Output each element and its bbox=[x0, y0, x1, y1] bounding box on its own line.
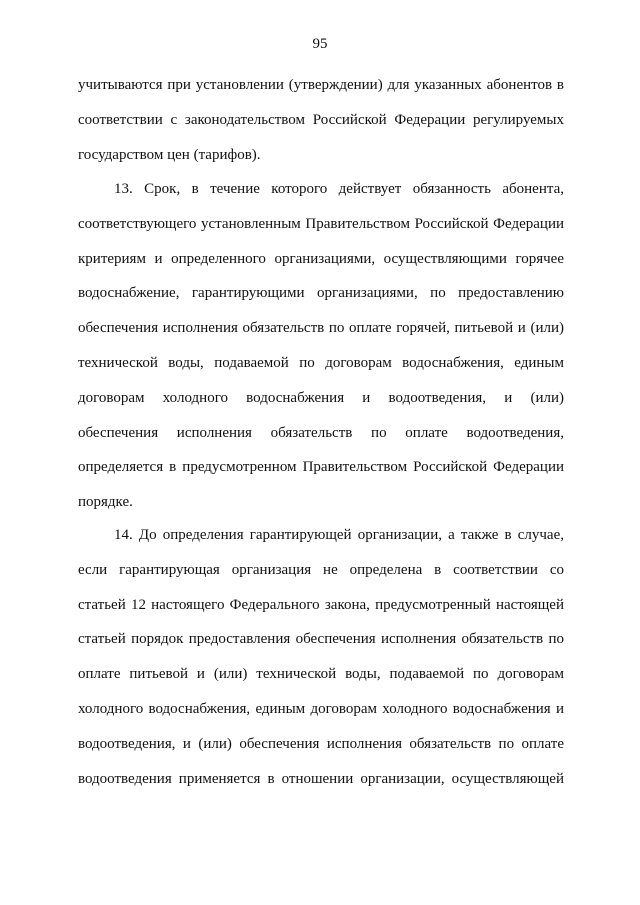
text-line: определяется в предусмотренном Правительством Российской Федерации bbox=[78, 459, 564, 476]
text-line: обеспечения исполнения обязательств по оплате водоотведения, bbox=[78, 424, 564, 441]
text-line: водоотведения, и (или) обеспечения исполнения обязательств по оплате bbox=[78, 735, 564, 752]
text-line: обеспечения исполнения обязательств по оплате горячей, питьевой и (или) bbox=[78, 320, 564, 337]
text-line: водоснабжение, гарантирующими организациями, по предоставлению bbox=[78, 285, 564, 302]
text-line: 13. Срок, в течение которого действует обязанность абонента, bbox=[114, 181, 564, 197]
text-line: статьей порядок предоставления обеспечения исполнения обязательств по bbox=[78, 631, 564, 648]
text-line: статьей 12 настоящего Федерального закона, предусмотренный настоящей bbox=[78, 596, 564, 613]
paragraph-14 bbox=[78, 518, 564, 796]
text-line: учитываются при установлении (утверждении) для указанных абонентов в bbox=[78, 77, 564, 93]
paragraph-13 bbox=[78, 172, 564, 520]
page-number: 95 bbox=[312, 36, 328, 52]
text-line: соответствующего установленным Правительством Российской Федерации bbox=[78, 215, 564, 232]
text-line: водоотведения применяется в отношении организации, осуществляющей bbox=[78, 770, 564, 787]
text-line: критериям и определенного организациями, осуществляющими горячее bbox=[78, 250, 564, 267]
paragraph-continuation bbox=[78, 68, 564, 172]
text-line: договорам холодного водоснабжения и водоотведения, и (или) bbox=[78, 389, 564, 406]
text-line: если гарантирующая организация не определена в соответствии со bbox=[78, 561, 564, 578]
text-line: технической воды, подаваемой по договорам водоснабжения, единым bbox=[78, 354, 564, 371]
text-line: государством цен (тарифов). bbox=[78, 146, 261, 163]
text-line: 14. До определения гарантирующей организации, а также в случае, bbox=[114, 527, 564, 543]
text-line: оплате питьевой и (или) технической воды, подаваемой по договорам bbox=[78, 666, 564, 683]
text-line: холодного водоснабжения, единым договорам холодного водоснабжения и bbox=[78, 700, 564, 717]
text-line: порядке. bbox=[78, 494, 133, 511]
text-line: соответствии с законодательством Российской Федерации регулируемых bbox=[78, 111, 564, 128]
